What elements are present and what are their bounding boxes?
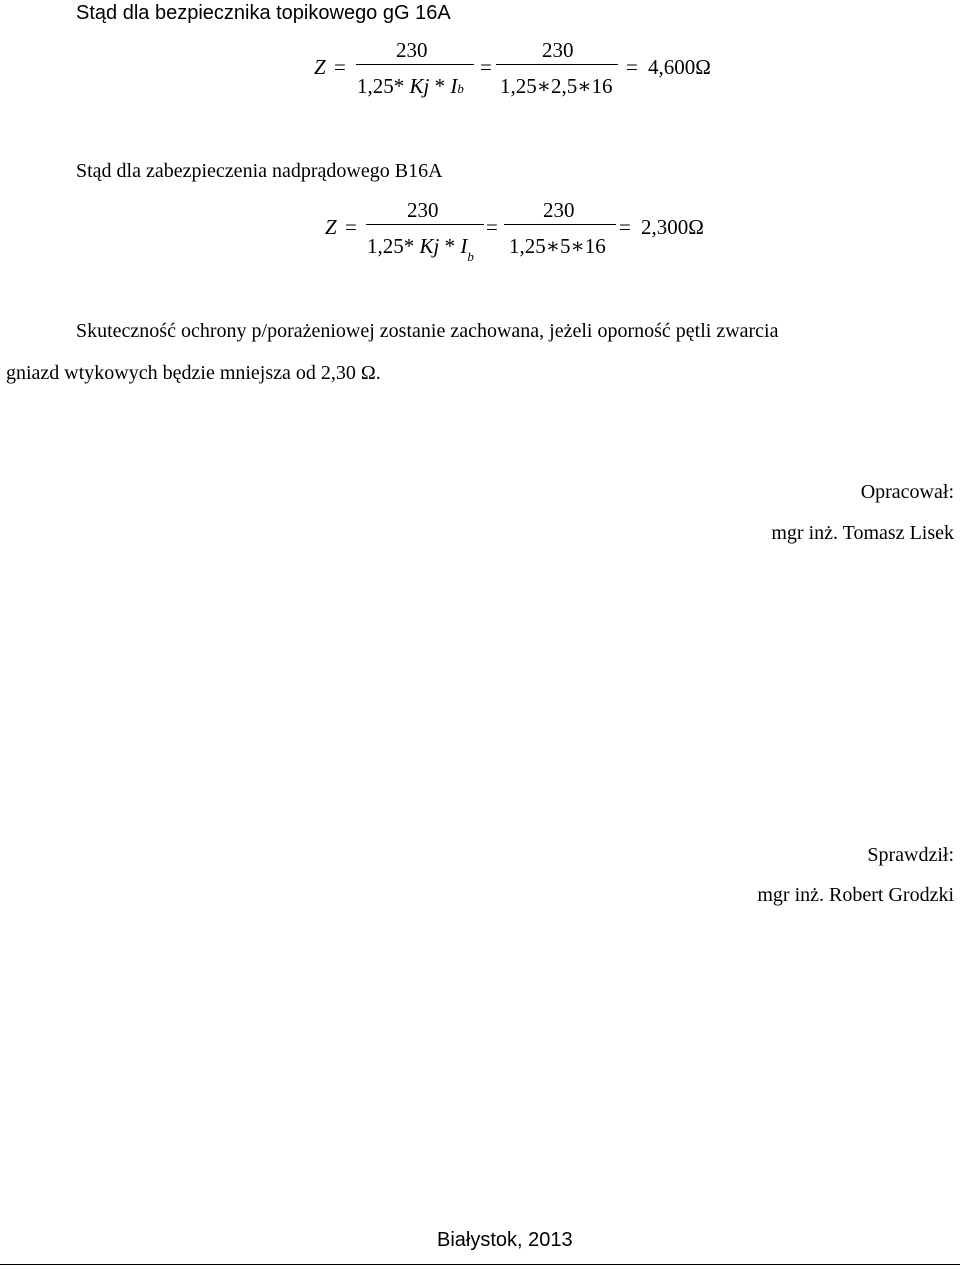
formula-1-result: 4,600Ω	[648, 55, 711, 79]
formula-2-num2: 230	[543, 198, 575, 222]
footer-place-year: Białystok, 2013	[437, 1229, 573, 1251]
section1-heading: Stąd dla bezpiecznika topikowego gG 16A	[76, 2, 451, 24]
formula-1-den1: 1,25* Kj * Ib	[357, 74, 464, 98]
formula-2-den1: 1,25* Kj * $I_b$	[367, 234, 474, 264]
formula-2-frac1-bar	[366, 224, 484, 225]
formula-1-num1: 230	[396, 38, 428, 62]
formula-1-num2: 230	[542, 38, 574, 62]
checked-by-name: mgr inż. Robert Grodzki	[757, 884, 954, 906]
formula-2-num1: 230	[407, 198, 439, 222]
formula-2-eq1: =	[345, 215, 357, 239]
formula-2-eq2: =	[486, 215, 498, 239]
formula-2-frac2-bar	[504, 224, 616, 225]
formula-1-frac1-bar	[356, 64, 474, 65]
formula-2-lhs: Z	[325, 215, 337, 239]
formula-2-result: 2,300Ω	[641, 215, 704, 239]
prepared-by-label: Opracował:	[860, 481, 954, 503]
formula-1-den2: 1,25∗2,5∗16	[500, 74, 613, 98]
formula-2-eq3: =	[619, 215, 631, 239]
formula-1-frac2-bar	[496, 64, 618, 65]
footer-rule	[0, 1264, 960, 1265]
formula-1-lhs: Z	[314, 55, 326, 79]
conclusion-line-1: Skuteczność ochrony p/porażeniowej zostanie zachowana, jeżeli oporność pętli zwarcia	[76, 320, 779, 342]
checked-by-label: Sprawdził:	[867, 844, 954, 866]
prepared-by-name: mgr inż. Tomasz Lisek	[771, 522, 954, 544]
formula-1-eq3: =	[626, 55, 638, 79]
formula-2-den2: 1,25∗5∗16	[509, 234, 606, 258]
section2-heading: Stąd dla zabezpieczenia nadprądowego B16A	[76, 160, 443, 182]
formula-1-eq2: =	[480, 55, 492, 79]
conclusion-line-2: gniazd wtykowych będzie mniejsza od 2,30 Ω.	[6, 362, 381, 384]
formula-1-eq1: =	[334, 55, 346, 79]
